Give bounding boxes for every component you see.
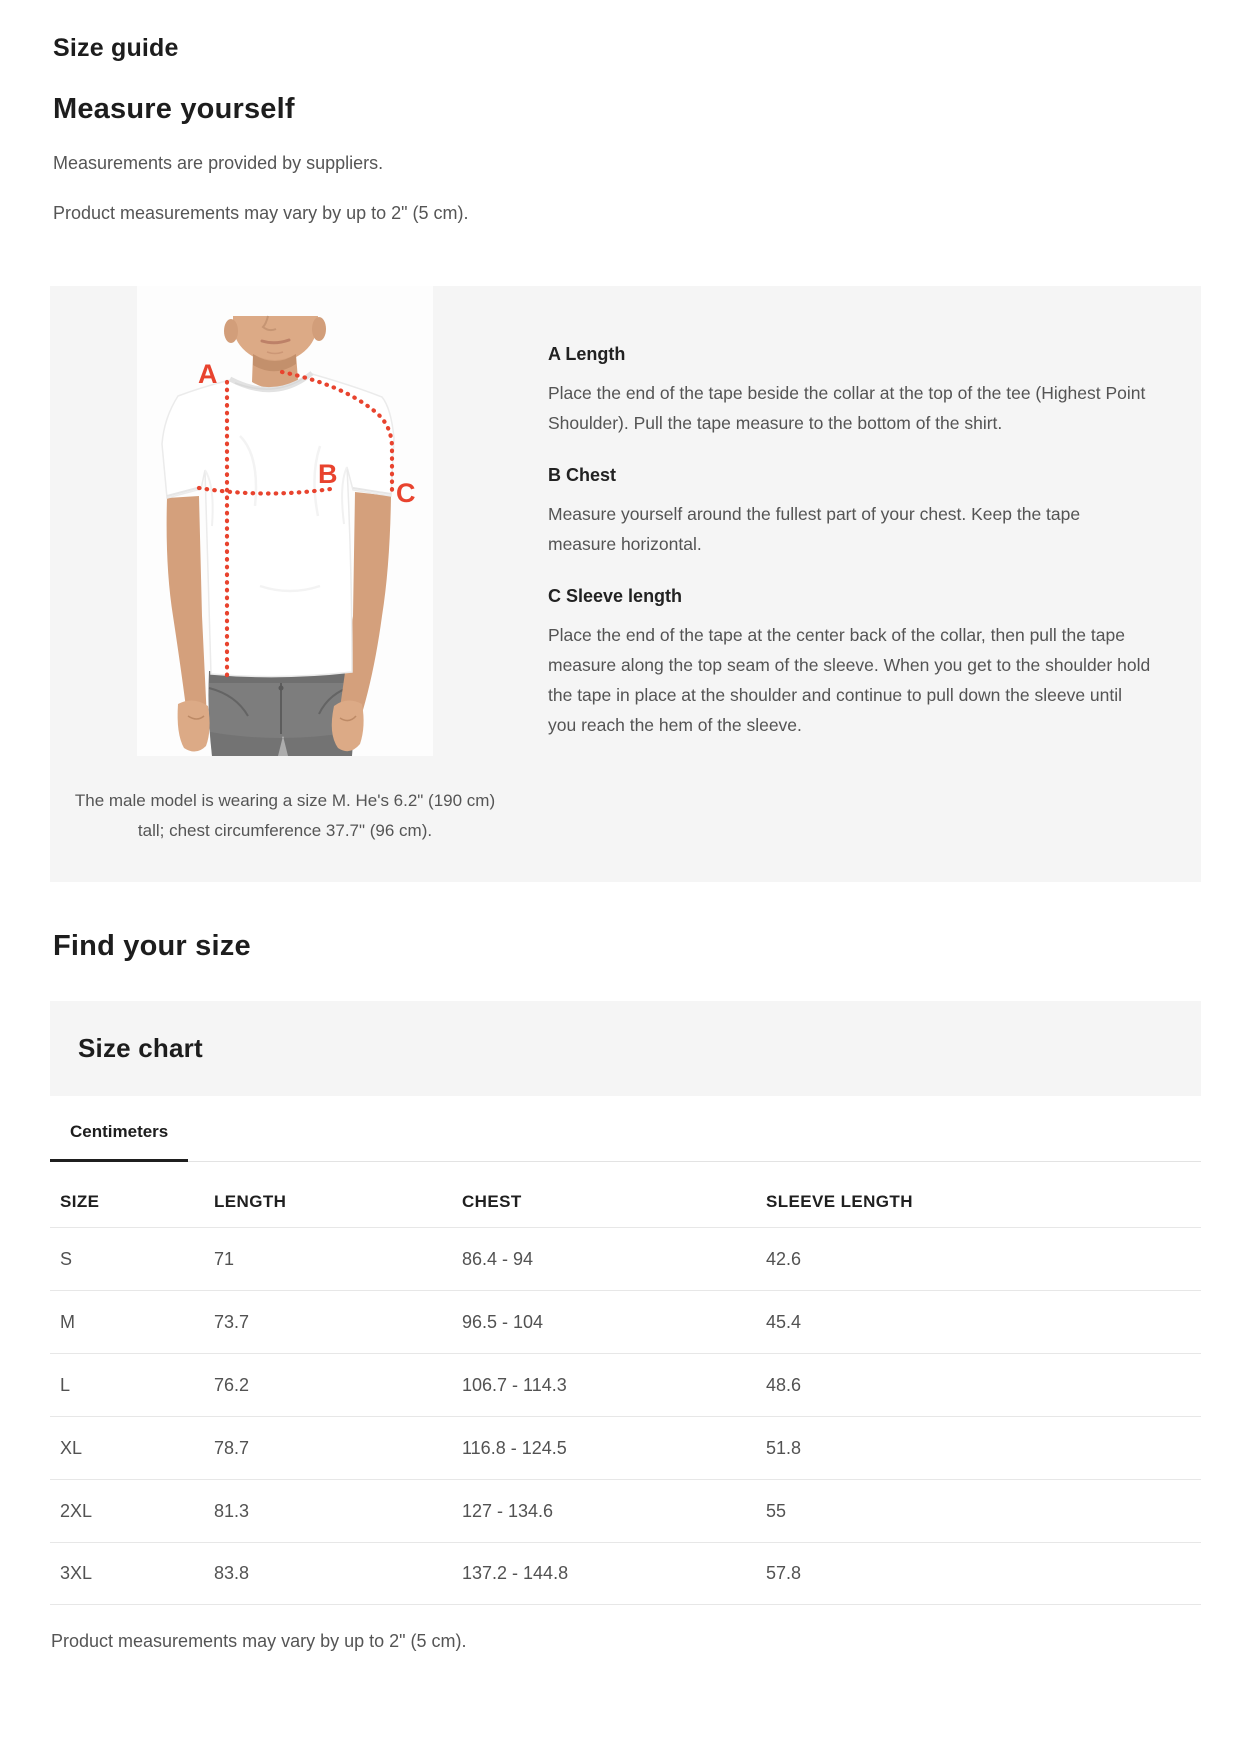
- footer-variance-note: Product measurements may vary by up to 2" (5 cm).: [51, 1631, 467, 1652]
- cell-sleeve-length: 51.8: [766, 1437, 802, 1458]
- cell-length: 78.7: [214, 1437, 250, 1458]
- measure-item-chest: [548, 465, 1151, 559]
- suppliers-note: Measurements are provided by suppliers.: [53, 153, 384, 173]
- model-photo-column: [50, 286, 520, 846]
- measure-item-sleeve-label: C Sleeve length: [548, 586, 683, 607]
- measure-yourself-heading: Measure yourself: [53, 93, 295, 125]
- cell-size: 2XL: [60, 1500, 93, 1521]
- cell-length: 81.3: [214, 1500, 250, 1521]
- marker-c-label: C: [396, 478, 416, 509]
- find-your-size-heading: Find your size: [53, 930, 251, 963]
- cell-chest: 127 - 134.6: [462, 1500, 554, 1521]
- cell-chest: 106.7 - 114.3: [462, 1374, 567, 1395]
- measure-box: [50, 286, 1201, 882]
- measure-item-length-text: Place the end of the tape beside the collar at the top of the tee (Highest Point Shoulder). Pull the tape measure to the bottom of the shirt.: [548, 383, 1146, 434]
- cell-length: 73.7: [214, 1311, 250, 1332]
- cell-size: XL: [60, 1437, 83, 1458]
- cell-size: M: [60, 1311, 75, 1332]
- column-header-sleeve-length: SLEEVE LENGTH: [766, 1192, 913, 1212]
- cell-sleeve-length: 42.6: [766, 1248, 802, 1269]
- cell-sleeve-length: 55: [766, 1500, 787, 1521]
- size-chart-section: [50, 1001, 1201, 1605]
- variance-note: Product measurements may vary by up to 2" (5 cm).: [53, 203, 469, 224]
- page-title: Size guide: [53, 34, 179, 62]
- table-row-3xl: [50, 1542, 1201, 1605]
- model-measurement-illustration: [137, 286, 433, 756]
- measure-yourself-section: [50, 93, 1201, 882]
- table-row-s: [50, 1227, 1201, 1290]
- marker-b-label: B: [318, 459, 338, 490]
- cell-sleeve-length: 45.4: [766, 1311, 802, 1332]
- measure-item-length-label: A Length: [548, 344, 626, 365]
- cell-size: S: [60, 1248, 73, 1269]
- cell-chest: 116.8 - 124.5: [462, 1437, 567, 1458]
- cell-sleeve-length: 48.6: [766, 1374, 802, 1395]
- measure-item-sleeve: [548, 586, 1151, 740]
- cell-chest: 86.4 - 94: [462, 1248, 534, 1269]
- model-jeans: [208, 671, 354, 756]
- tab-centimeters[interactable]: Centimeters: [50, 1110, 188, 1162]
- table-header-row: [50, 1162, 1201, 1227]
- cell-length: 83.8: [214, 1563, 250, 1584]
- measurement-descriptions: [520, 286, 1161, 740]
- model-photo: [137, 286, 433, 756]
- cell-size: 3XL: [60, 1563, 93, 1584]
- measure-item-length: [548, 344, 1151, 438]
- size-chart-title: Size chart: [78, 1033, 203, 1064]
- column-header-length: LENGTH: [214, 1192, 287, 1212]
- measure-item-chest-text: Measure yourself around the fullest part of your chest. Keep the tape measure horizontal.: [548, 504, 1081, 555]
- model-caption: The male model is wearing a size M. He's 6.2" (190 cm) tall; chest circumference 37.7" (96 cm).: [74, 791, 496, 841]
- measure-item-sleeve-text: Place the end of the tape at the center back of the collar, then pull the tape measure along the top seam of the sleeve. When you get to the shoulder hold the tape in place at the shoulder and continue to pull down the sleeve until you reach the hem of the sleeve.: [548, 625, 1151, 736]
- size-table: [50, 1162, 1201, 1605]
- size-chart-header: [50, 1001, 1201, 1096]
- table-row-2xl: [50, 1479, 1201, 1542]
- cell-length: 71: [214, 1248, 235, 1269]
- table-row-l: [50, 1353, 1201, 1416]
- column-header-size: SIZE: [60, 1192, 100, 1212]
- unit-tabs: [50, 1110, 1201, 1162]
- marker-a-label: A: [198, 359, 218, 390]
- cell-size: L: [60, 1374, 71, 1395]
- measure-item-chest-label: B Chest: [548, 465, 617, 486]
- table-row-xl: [50, 1416, 1201, 1479]
- cell-length: 76.2: [214, 1374, 250, 1395]
- column-header-chest: CHEST: [462, 1192, 522, 1212]
- table-row-m: [50, 1290, 1201, 1353]
- cell-sleeve-length: 57.8: [766, 1563, 802, 1584]
- cell-chest: 137.2 - 144.8: [462, 1563, 569, 1584]
- cell-chest: 96.5 - 104: [462, 1311, 544, 1332]
